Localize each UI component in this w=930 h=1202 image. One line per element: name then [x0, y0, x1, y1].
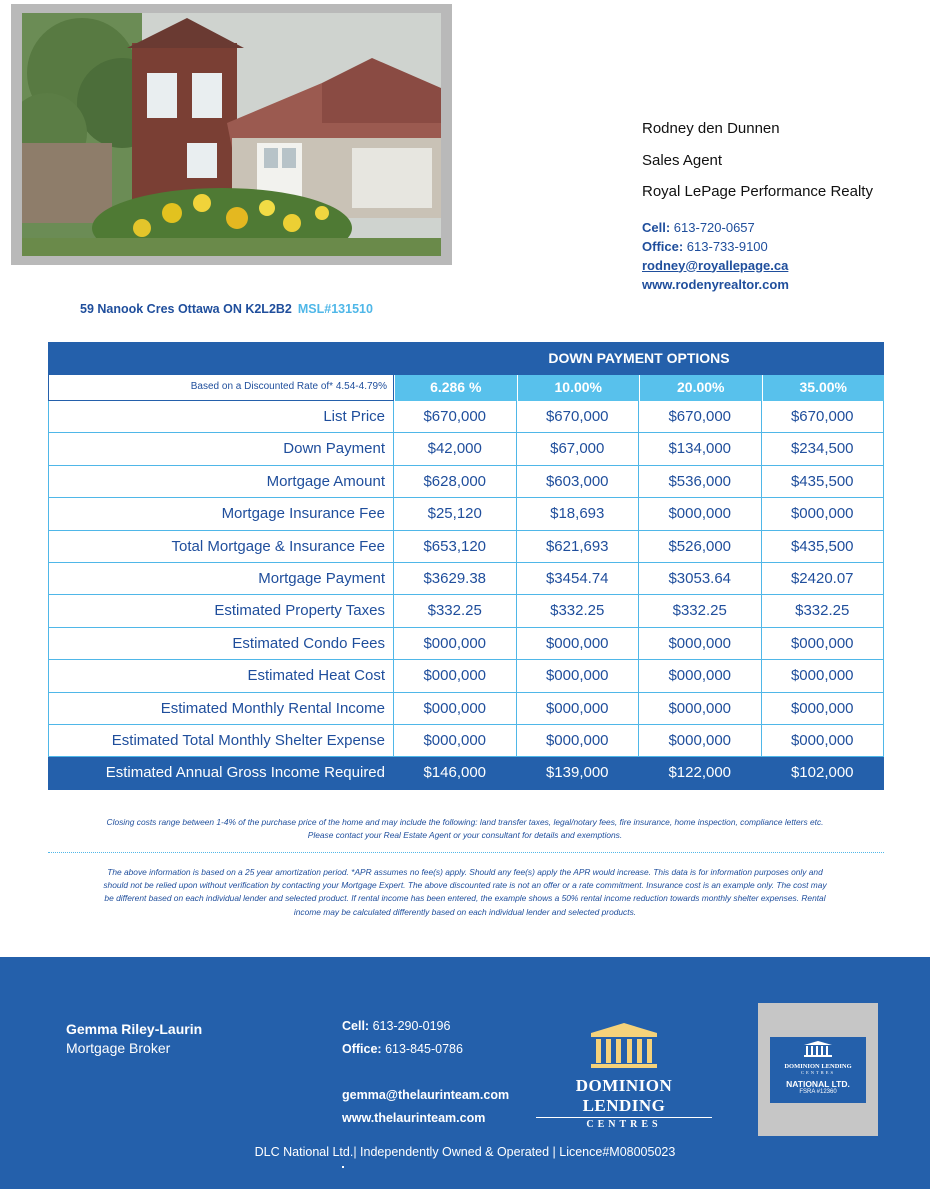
- table-row: [48, 595, 884, 627]
- badge-national: NATIONAL LTD.: [786, 1079, 850, 1089]
- agent-website[interactable]: www.rodenyrealtor.com: [642, 276, 789, 292]
- row-label: Mortgage Payment: [48, 563, 394, 595]
- logo-word2: CENTRES: [586, 1119, 662, 1130]
- table-cell: $435,500: [762, 466, 885, 498]
- rate-note: Based on a Discounted Rate of* 4.54-4.79%: [48, 375, 394, 401]
- table-cell: $332.25: [394, 595, 517, 627]
- row-label: Estimated Property Taxes: [48, 595, 394, 627]
- table-cell: $000,000: [517, 725, 640, 757]
- row-label: Estimated Total Monthly Shelter Expense: [48, 725, 394, 757]
- disclaimer-note: The above information is based on a 25 year amortization period. *APR assumes no fee(s) apply. Should any fee(s) apply the APR would increase. This data is for information purposes only and should not be relied upon without verification by contacting your Mortgage Expert. The above discounted rate is not an offer or a rate commitment. Insurance cost is an example only. The cost may be different based on each individual lender and selected product. If rental income has been entered, the example shows a 50% rental income reduction towards monthly shelter expenses. Rental income may be calculated differently based on each individual lender and selected products.: [103, 867, 827, 917]
- table-cell: $000,000: [639, 498, 762, 530]
- table-cell: $670,000: [517, 401, 640, 433]
- table-row: [48, 563, 884, 595]
- total-cell: $122,000: [639, 757, 762, 789]
- table-cell: $000,000: [762, 498, 885, 530]
- table-cell: $42,000: [394, 433, 517, 465]
- table-row: [48, 628, 884, 660]
- badge-word2: CENTRES: [800, 1070, 835, 1075]
- table-cell: $670,000: [394, 401, 517, 433]
- total-row: [48, 757, 884, 789]
- badge-word1: DOMINION LENDING: [784, 1063, 852, 1070]
- broker-title: Mortgage Broker: [66, 1040, 171, 1056]
- building-icon: [587, 1023, 661, 1069]
- table-cell: $234,500: [762, 433, 885, 465]
- broker-office: Office: 613-845-0786: [342, 1042, 463, 1056]
- agent-contact: [642, 218, 873, 294]
- row-label: Mortgage Amount: [48, 466, 394, 498]
- agent-brokerage: Royal LePage Performance Realty: [642, 183, 873, 200]
- row-label: Estimated Monthly Rental Income: [48, 693, 394, 725]
- agent-title: Sales Agent: [642, 151, 723, 169]
- divider: [48, 852, 884, 853]
- property-address: [80, 302, 373, 316]
- table-cell: $000,000: [639, 628, 762, 660]
- table-cell: $000,000: [762, 693, 885, 725]
- table-cell: $435,500: [762, 531, 885, 563]
- table-cell: $000,000: [639, 725, 762, 757]
- address-text: 59 Nanook Cres Ottawa ON K2L2B2: [80, 302, 292, 316]
- agent-card: [642, 118, 873, 294]
- table-cell: $000,000: [762, 660, 885, 692]
- table-cell: $000,000: [639, 660, 762, 692]
- table-cell: $3053.64: [639, 563, 762, 595]
- table-cell: $526,000: [639, 531, 762, 563]
- agent-office: Office: 613-733-9100: [642, 238, 768, 254]
- dominion-lending-logo: [534, 1023, 714, 1130]
- table-row: [48, 725, 884, 757]
- table-cell: $000,000: [517, 628, 640, 660]
- row-label: Estimated Condo Fees: [48, 628, 394, 660]
- row-label: Down Payment: [48, 433, 394, 465]
- table-cell: $3629.38: [394, 563, 517, 595]
- table-cell: $603,000: [517, 466, 640, 498]
- property-photo-frame: [11, 4, 452, 265]
- property-photo: [22, 13, 441, 256]
- total-cell: $139,000: [517, 757, 640, 789]
- table-cell: $000,000: [762, 628, 885, 660]
- broker-website[interactable]: www.thelaurinteam.com: [342, 1111, 486, 1125]
- total-cell: $102,000: [762, 757, 885, 789]
- row-label: Estimated Heat Cost: [48, 660, 394, 692]
- table-header: [48, 342, 884, 375]
- table-cell: $332.25: [517, 595, 640, 627]
- closing-costs-note: Closing costs range between 1-4% of the purchase price of the home and may include the following: land transfer taxes, legal/notary fees, fire insurance, home inspection, compliance letters etc. Please contact your Real Estate Agent or your consultant for details and exemptions.: [106, 817, 824, 841]
- table-cell: $653,120: [394, 531, 517, 563]
- logo-word1: DOMINION LENDING: [575, 1076, 673, 1115]
- option-header: 20.00%: [639, 375, 762, 401]
- table-cell: $536,000: [639, 466, 762, 498]
- footer: [0, 957, 930, 1189]
- option-header: 35.00%: [762, 375, 885, 401]
- table-cell: $332.25: [639, 595, 762, 627]
- table-cell: $332.25: [762, 595, 885, 627]
- agent-cell: Cell: 613-720-0657: [642, 219, 755, 235]
- broker-cell: Cell: 613-290-0196: [342, 1019, 451, 1033]
- option-header: 6.286 %: [394, 375, 517, 401]
- badge-inner: [770, 1037, 866, 1103]
- table-row: [48, 466, 884, 498]
- agent-name: Rodney den Dunnen: [642, 120, 780, 137]
- table-subheader: [48, 375, 884, 401]
- table-row: [48, 531, 884, 563]
- table-cell: $670,000: [762, 401, 885, 433]
- table-cell: $000,000: [639, 693, 762, 725]
- table-cell: $000,000: [394, 725, 517, 757]
- table-row: [48, 660, 884, 692]
- broker-info: [66, 1021, 202, 1056]
- table-row: [48, 693, 884, 725]
- national-badge: [758, 1003, 878, 1136]
- legal-line: DLC National Ltd.| Independently Owned & Operated | Licence#M08005023: [254, 1145, 676, 1159]
- row-label: List Price: [48, 401, 394, 433]
- agent-email-link[interactable]: rodney@royallepage.ca: [642, 257, 789, 273]
- table-row: [48, 401, 884, 433]
- table-cell: $621,693: [517, 531, 640, 563]
- table-cell: $134,000: [639, 433, 762, 465]
- table-cell: $25,120: [394, 498, 517, 530]
- table-cell: $000,000: [394, 660, 517, 692]
- table-cell: $3454.74: [517, 563, 640, 595]
- total-cell: $146,000: [394, 757, 517, 789]
- table-cell: $628,000: [394, 466, 517, 498]
- table-cell: $000,000: [762, 725, 885, 757]
- table-cell: $000,000: [517, 693, 640, 725]
- badge-fsra: FSRA #12360: [799, 1089, 837, 1095]
- table-cell: $18,693: [517, 498, 640, 530]
- broker-name: Gemma Riley-Laurin: [66, 1021, 203, 1037]
- table-cell: $000,000: [394, 628, 517, 660]
- mls-number: MSL#131510: [297, 302, 373, 316]
- broker-email[interactable]: gemma@thelaurinteam.com: [342, 1088, 510, 1102]
- total-label: Estimated Annual Gross Income Required: [48, 757, 394, 789]
- table-cell: $2420.07: [762, 563, 885, 595]
- table-cell: $67,000: [517, 433, 640, 465]
- option-header: 10.00%: [517, 375, 640, 401]
- table-title: DOWN PAYMENT OPTIONS: [548, 350, 730, 366]
- row-label: Mortgage Insurance Fee: [48, 498, 394, 530]
- row-label: Total Mortgage & Insurance Fee: [48, 531, 394, 563]
- down-payment-table: [48, 342, 884, 790]
- table-row: [48, 433, 884, 465]
- table-cell: $670,000: [639, 401, 762, 433]
- broker-contact: [342, 1015, 509, 1130]
- table-cell: $000,000: [394, 693, 517, 725]
- table-row: [48, 498, 884, 530]
- table-cell: $000,000: [517, 660, 640, 692]
- building-icon: [803, 1041, 833, 1057]
